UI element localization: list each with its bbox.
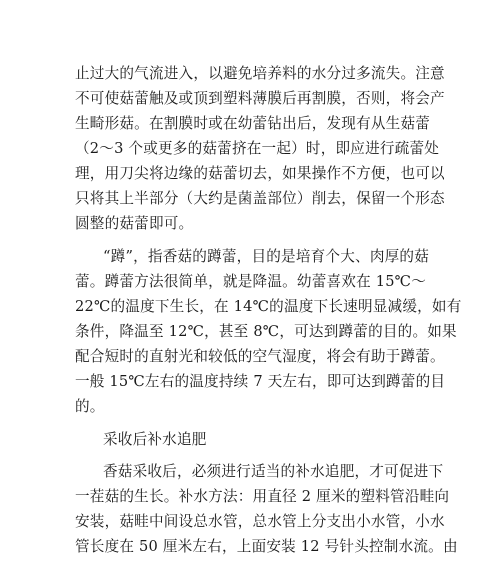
text-line: 一茬菇的生长。补水方法：用直径 2 厘米的塑料管沿畦向: [75, 488, 450, 505]
text-line: 只将其上半部分（大约是菌盖部位）削去，保留一个形态: [75, 190, 445, 207]
text-line: 不可使菇蕾触及或顶到塑料薄膜后再割膜，否则，将会产: [75, 90, 445, 107]
text-line: 圆整的菇蕾即可。: [75, 215, 194, 232]
text-line: 蕾。蹲蕾方法很简单，就是降温。幼蕾喜欢在 15℃～: [75, 273, 427, 290]
text-line: 条件，降温至 12℃，甚至 8℃，可达到蹲蕾的目的。如果: [75, 323, 457, 340]
text-line: 一般 15℃左右的温度持续 7 天左右，即可达到蹲蕾的目: [75, 373, 446, 390]
section-heading: 采收后补水追肥: [103, 431, 207, 448]
text-line: 香菇采收后，必须进行适当的补水追肥，才可促进下: [103, 463, 444, 480]
text-line: “蹲”，指香菇的蹲蕾，目的是培育个大、肉厚的菇: [103, 248, 429, 265]
text-line: 配合短时的直射光和较低的空气湿度，将会有助于蹲蕾。: [75, 348, 445, 365]
text-line: 止过大的气流进入，以避免培养料的水分过多流失。注意: [75, 65, 445, 82]
text-line: 理，用刀尖将边缘的菇蕾切去，如果操作不方便，也可以: [75, 165, 445, 182]
text-line: 安装，菇畦中间设总水管，总水管上分支出小水管，小水: [75, 513, 445, 530]
text-line: 的。: [75, 398, 105, 415]
text-line: 22℃的温度下生长，在 14℃的温度下长速明显减缓，如有: [75, 298, 462, 315]
text-line: 生畸形菇。在割膜时或在幼蕾钻出后，发现有从生菇蕾: [75, 115, 431, 132]
text-line: （2～3 个或更多的菇蕾挤在一起）时，即应进行疏蕾处: [75, 140, 440, 157]
text-line: 管长度在 50 厘米左右，上面安装 12 号针头控制水流。由: [75, 538, 458, 555]
